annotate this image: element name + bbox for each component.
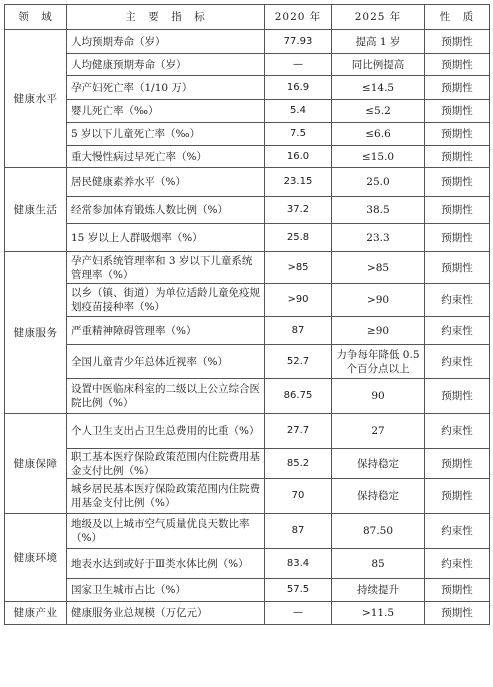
value-2025-cell: 38.5 [332,197,425,224]
value-2025-cell: ≤14.5 [332,76,425,100]
value-2025-cell: 85 [332,549,425,579]
value-2025-cell: 保持稳定 [332,479,425,514]
value-2025-cell: 27 [332,414,425,449]
nature-cell: 预期性 [425,76,490,100]
value-2020-cell: — [265,54,332,76]
nature-cell: 预期性 [425,30,490,54]
value-2025-cell: >90 [332,284,425,317]
nature-cell: 预期性 [425,146,490,168]
value-2020-cell: 7.5 [265,123,332,146]
value-2020-cell: >90 [265,284,332,317]
value-2020-cell: 87 [265,317,332,345]
value-2025-cell: 25.0 [332,168,425,197]
nature-cell: 约束性 [425,414,490,449]
value-2020-cell: 86.75 [265,379,332,414]
value-2020-cell: >85 [265,252,332,284]
value-2020-cell: 57.5 [265,579,332,602]
indicator-cell: 婴儿死亡率（‰） [67,100,265,123]
table-row [5,30,490,54]
value-2025-cell: 持续提升 [332,579,425,602]
value-2025-cell: 90 [332,379,425,414]
domain-cell: 健康生活 [5,168,67,252]
value-2020-cell: 37.2 [265,197,332,224]
nature-cell: 预期性 [425,54,490,76]
value-2025-cell: 同比例提高 [332,54,425,76]
value-2020-cell: 16.9 [265,76,332,100]
table-row [5,602,490,625]
table-row [5,123,490,146]
value-2025-cell: ≤15.0 [332,146,425,168]
value-2025-cell: 87.50 [332,514,425,549]
nature-cell: 预期性 [425,479,490,514]
table-row [5,514,490,549]
indicator-cell: 重大慢性病过早死亡率（%） [67,146,265,168]
indicator-cell: 地级及以上城市空气质量优良天数比率（%） [67,514,265,549]
value-2020-cell: 87 [265,514,332,549]
table-row [5,168,490,197]
nature-cell: 约束性 [425,514,490,549]
table-row [5,379,490,414]
value-2025-cell: 保持稳定 [332,449,425,479]
table-row [5,317,490,345]
value-2020-cell: 27.7 [265,414,332,449]
indicator-cell: 国家卫生城市占比（%） [67,579,265,602]
table-row [5,100,490,123]
value-2020-cell: 16.0 [265,146,332,168]
table-row [5,54,490,76]
health-indicators-table [4,4,490,625]
indicator-cell: 城乡居民基本医疗保险政策范围内住院费用基金支付比例（%） [67,479,265,514]
table-row [5,224,490,252]
indicator-cell: 以乡（镇、街道）为单位适龄儿童免疫规划疫苗接种率（%） [67,284,265,317]
header-domain: 领 域 [5,5,67,30]
indicator-cell: 经常参加体育锻炼人数比例（%） [67,197,265,224]
value-2020-cell: — [265,602,332,625]
table-row [5,549,490,579]
nature-cell: 预期性 [425,602,490,625]
indicator-cell: 人均预期寿命（岁） [67,30,265,54]
header-2025: 2025 年 [332,5,425,30]
value-2025-cell: 23.3 [332,224,425,252]
value-2020-cell: 52.7 [265,345,332,379]
nature-cell: 预期性 [425,579,490,602]
table-row [5,284,490,317]
value-2020-cell: 25.8 [265,224,332,252]
table-row [5,449,490,479]
indicator-cell: 设置中医临床科室的二级以上公立综合医院比例（%） [67,379,265,414]
header-indicator: 主 要 指 标 [67,5,265,30]
table-row [5,345,490,379]
value-2020-cell: 5.4 [265,100,332,123]
nature-cell: 约束性 [425,284,490,317]
value-2025-cell: 力争每年降低 0.5 个百分点以上 [332,345,425,379]
table-row [5,252,490,284]
nature-cell: 约束性 [425,317,490,345]
value-2025-cell: ≤5.2 [332,100,425,123]
nature-cell: 预期性 [425,100,490,123]
indicator-cell: 全国儿童青少年总体近视率（%） [67,345,265,379]
domain-cell: 健康服务 [5,252,67,414]
nature-cell: 约束性 [425,345,490,379]
nature-cell: 预期性 [425,168,490,197]
nature-cell: 约束性 [425,549,490,579]
value-2025-cell: >11.5 [332,602,425,625]
indicator-cell: 地表水达到或好于Ⅲ类水体比例（%） [67,549,265,579]
value-2020-cell: 70 [265,479,332,514]
value-2020-cell: 77.93 [265,30,332,54]
value-2020-cell: 23.15 [265,168,332,197]
indicator-cell: 个人卫生支出占卫生总费用的比重（%） [67,414,265,449]
header-nature: 性 质 [425,5,490,30]
indicator-cell: 15 岁以上人群吸烟率（%） [67,224,265,252]
table-row [5,197,490,224]
domain-cell: 健康水平 [5,30,67,168]
nature-cell: 预期性 [425,123,490,146]
table-row [5,579,490,602]
table-row [5,479,490,514]
domain-cell: 健康保障 [5,414,67,514]
indicator-cell: 孕产妇死亡率（1/10 万） [67,76,265,100]
value-2025-cell: ≤6.6 [332,123,425,146]
table-row [5,76,490,100]
nature-cell: 预期性 [425,224,490,252]
indicator-cell: 孕产妇系统管理率和 3 岁以下儿童系统管理率（%） [67,252,265,284]
value-2020-cell: 85.2 [265,449,332,479]
indicator-cell: 居民健康素养水平（%） [67,168,265,197]
indicator-cell: 严重精神障碍管理率（%） [67,317,265,345]
nature-cell: 预期性 [425,379,490,414]
header-2020: 2020 年 [265,5,332,30]
value-2020-cell: 83.4 [265,549,332,579]
value-2025-cell: >85 [332,252,425,284]
indicator-cell: 5 岁以下儿童死亡率（‰） [67,123,265,146]
indicator-cell: 职工基本医疗保险政策范围内住院费用基金支付比例（%） [67,449,265,479]
nature-cell: 预期性 [425,449,490,479]
header-row [5,5,490,30]
domain-cell: 健康环境 [5,514,67,602]
indicator-cell: 健康服务业总规模（万亿元） [67,602,265,625]
domain-cell: 健康产业 [5,602,67,625]
table-row [5,414,490,449]
value-2025-cell: ≥90 [332,317,425,345]
nature-cell: 预期性 [425,197,490,224]
nature-cell: 预期性 [425,252,490,284]
table-row [5,146,490,168]
value-2025-cell: 提高 1 岁 [332,30,425,54]
indicator-cell: 人均健康预期寿命（岁） [67,54,265,76]
